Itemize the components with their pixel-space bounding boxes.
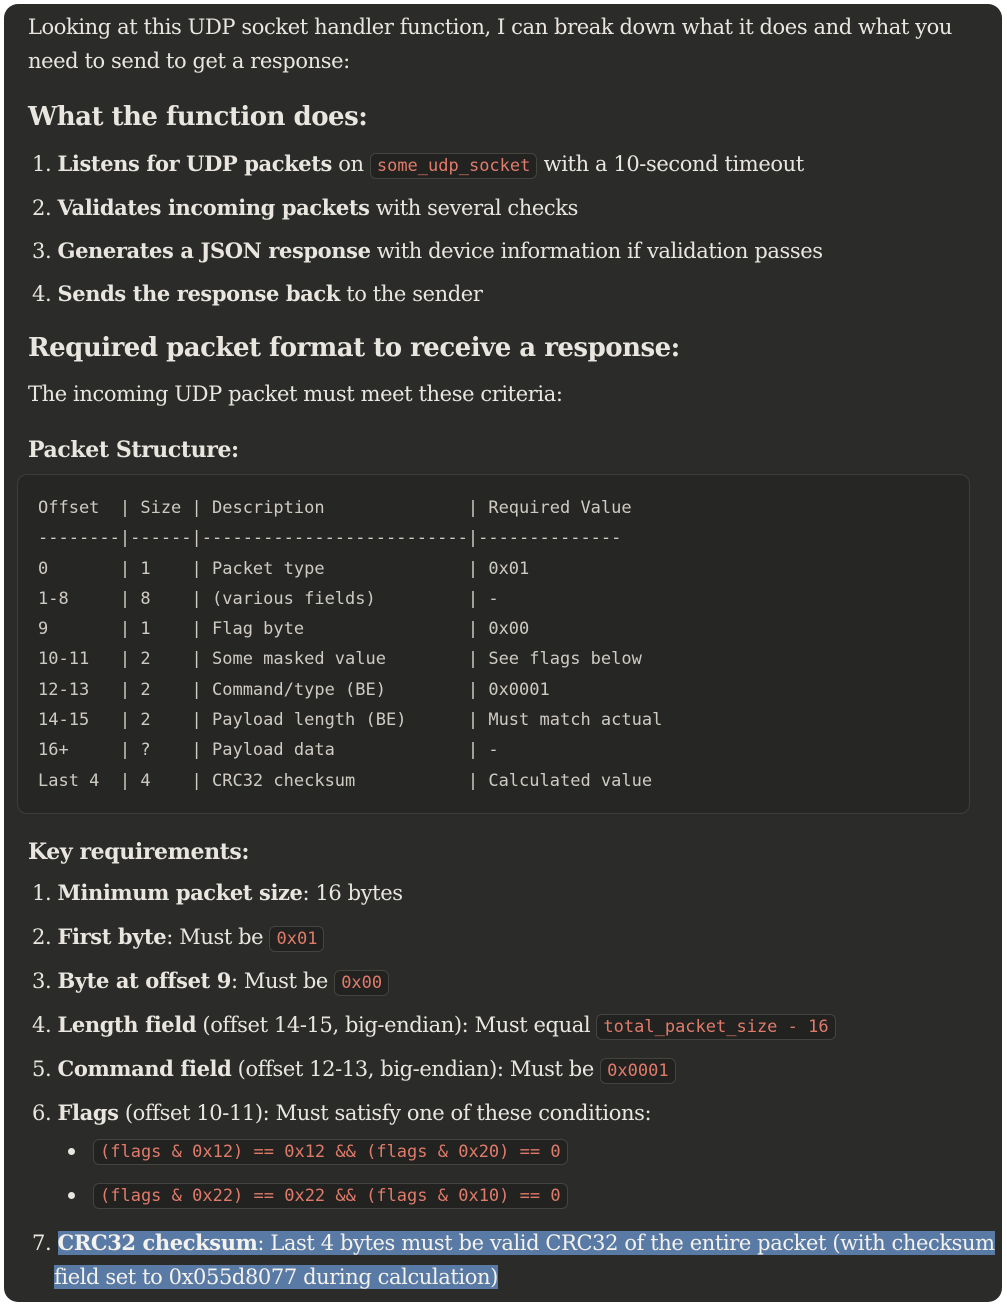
- list-item: [32, 191, 578, 225]
- code-block[interactable]: [17, 474, 970, 814]
- list-item: [32, 964, 389, 1000]
- list-text: : Must be: [230, 969, 335, 993]
- list-item-selected: [32, 1226, 995, 1260]
- list-number: 2.: [32, 925, 52, 949]
- packet-structure-table: Offset | Size | Description | Required Value --------|------|--------------------------|-------------- 0 | 1 | Packet type | 0x01 1-8 | 8 | (various fields) | - 9 | 1 | Flag byte | 0x00 10-11 | 2 | Some masked value | See flags below 12-13 | 2 | Command/type (BE) | 0x0001 14-15 | 2 | Payload length (BE) | Must match actual 16+ | ? | Payload data | - Last 4 | 4 | CRC32 checksum | Calculated value: [38, 498, 663, 791]
- section-text: The incoming UDP packet must meet these criteria:: [28, 382, 563, 406]
- list-number: 4.: [32, 282, 52, 306]
- section-heading-packet-format: Required packet format to receive a response:: [28, 333, 680, 363]
- list-bold-text: Sends the response back: [57, 281, 340, 306]
- inline-code: 0x00: [334, 970, 389, 996]
- list-number: 5.: [32, 1057, 52, 1081]
- list-item: [32, 920, 324, 956]
- list-text: on: [331, 152, 370, 176]
- list-number: 3.: [32, 969, 52, 993]
- list-text: : 16 bytes: [302, 881, 403, 905]
- list-number: 7.: [32, 1231, 52, 1255]
- bullet-icon: [68, 1148, 75, 1155]
- list-text: with several checks: [369, 196, 578, 220]
- intro-line-1: Looking at this UDP socket handler function, I can break down what it does and what you: [28, 15, 953, 39]
- list-bold-text: Generates a JSON response: [57, 238, 371, 263]
- list-bold-text: Minimum packet size: [57, 880, 303, 905]
- bullet-icon: [68, 1192, 75, 1199]
- subheading-packet-structure: Packet Structure:: [28, 437, 239, 463]
- list-item: [32, 147, 804, 183]
- list-bold-text: Byte at offset 9: [57, 968, 231, 993]
- list-number: 3.: [32, 239, 52, 263]
- list-number: 1.: [32, 152, 52, 176]
- list-text: (offset 12-13, big-endian): Must be: [231, 1057, 601, 1081]
- list-number: 1.: [32, 881, 52, 905]
- list-item: [32, 1052, 676, 1088]
- list-number: 2.: [32, 196, 52, 220]
- subheading-key-requirements: Key requirements:: [28, 839, 250, 865]
- list-item: [32, 234, 823, 268]
- list-text: with device information if validation passes: [370, 239, 823, 263]
- list-bold-text: First byte: [57, 924, 167, 949]
- list-text: : Must be: [166, 925, 270, 949]
- list-text: : Last 4 bytes must be valid CRC32 of the entire packet (with checksum: [257, 1231, 995, 1255]
- list-bold-text: Command field: [57, 1056, 232, 1081]
- inline-code: some_udp_socket: [370, 153, 538, 179]
- list-bold-text: Length field: [57, 1012, 197, 1037]
- intro-line-2: need to send to get a response:: [28, 49, 350, 73]
- inline-code: 0x01: [269, 926, 324, 952]
- inline-code: (flags & 0x12) == 0x12 && (flags & 0x20) == 0: [93, 1139, 568, 1165]
- list-bold-text: CRC32 checksum: [57, 1230, 258, 1255]
- inline-code: (flags & 0x22) == 0x22 && (flags & 0x10) == 0: [93, 1183, 568, 1209]
- section-heading-function: What the function does:: [28, 102, 368, 132]
- list-text: (offset 14-15, big-endian): Must equal: [196, 1013, 597, 1037]
- selected-text[interactable]: field set to 0x055d8077 during calculation): [54, 1265, 498, 1289]
- list-item-continuation: [54, 1260, 498, 1294]
- flag-condition-item: [68, 1133, 568, 1169]
- selected-text[interactable]: [58, 1231, 995, 1255]
- list-bold-text: Validates incoming packets: [57, 195, 370, 220]
- inline-code: 0x0001: [600, 1058, 675, 1084]
- list-bold-text: Flags: [57, 1100, 119, 1125]
- flag-condition-item: [68, 1177, 568, 1213]
- list-item: [32, 277, 482, 311]
- list-item: [32, 1096, 651, 1130]
- list-number: 4.: [32, 1013, 52, 1037]
- list-text: (offset 10-11): Must satisfy one of these conditions:: [118, 1101, 652, 1125]
- chat-message-panel: [4, 4, 1002, 1302]
- list-bold-text: Listens for UDP packets: [57, 151, 332, 176]
- inline-code: total_packet_size - 16: [596, 1014, 835, 1040]
- list-number: 6.: [32, 1101, 52, 1125]
- list-text: with a 10-second timeout: [537, 152, 804, 176]
- list-text: to the sender: [339, 282, 483, 306]
- list-item: [32, 1008, 836, 1044]
- list-item: [32, 876, 403, 910]
